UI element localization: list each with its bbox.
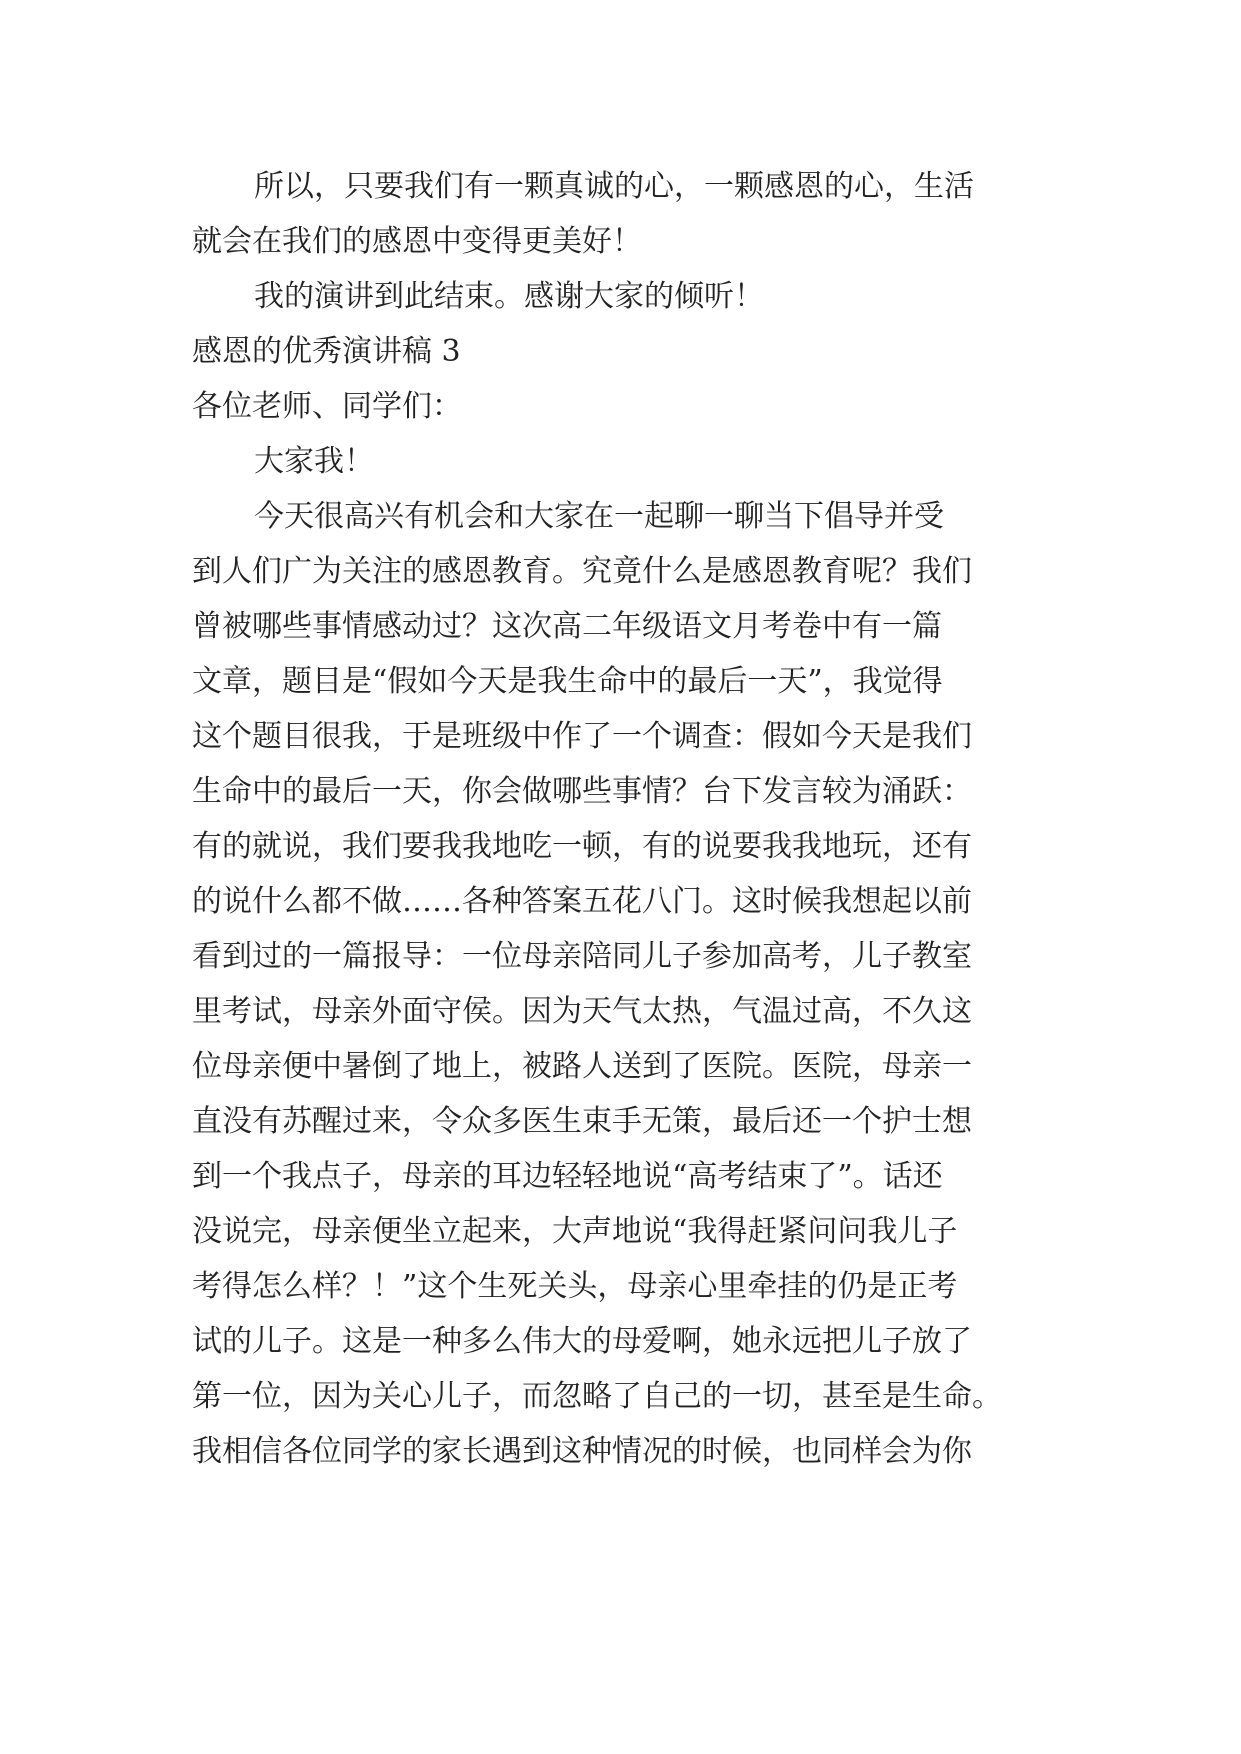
- section-heading: 感恩的优秀演讲稿 3: [192, 334, 461, 369]
- paragraph-line: 文章，题目是“假如今天是我生命中的最后一天”，我觉得: [192, 664, 943, 699]
- paragraph-line: 有的就说，我们要我我地吃一顿，有的说要我我地玩，还有: [192, 829, 972, 864]
- paragraph-line: 到一个我点子，母亲的耳边轻轻地说“高考结束了”。话还: [192, 1159, 943, 1194]
- paragraph-line: 没说完，母亲便坐立起来，大声地说“我得赶紧问问我儿子: [192, 1214, 958, 1249]
- paragraph-line: 生命中的最后一天，你会做哪些事情？台下发言较为涌跃：: [192, 774, 972, 809]
- greeting-line: 大家我！: [254, 444, 374, 479]
- paragraph-line: 考得怎么样？！”这个生死关头，母亲心里牵挂的仍是正考: [192, 1269, 958, 1304]
- paragraph-line: 到人们广为关注的感恩教育。究竟什么是感恩教育呢？我们: [192, 554, 972, 589]
- paragraph-line: 的说什么都不做……各种答案五花八门。这时候我想起以前: [192, 884, 972, 919]
- paragraph-line: 曾被哪些事情感动过？这次高二年级语文月考卷中有一篇: [192, 609, 942, 644]
- paragraph-line: 今天很高兴有机会和大家在一起聊一聊当下倡导并受: [254, 499, 944, 534]
- paragraph-line: 就会在我们的感恩中变得更美好！: [192, 224, 642, 259]
- paragraph-line: 位母亲便中暑倒了地上，被路人送到了医院。医院，母亲一: [192, 1049, 972, 1084]
- paragraph-line: 看到过的一篇报导：一位母亲陪同儿子参加高考，儿子教室: [192, 939, 972, 974]
- salutation-line: 各位老师、同学们：: [192, 389, 462, 424]
- paragraph-line: 第一位，因为关心儿子，而忽略了自己的一切，甚至是生命。: [192, 1379, 1002, 1414]
- paragraph-line: 我的演讲到此结束。感谢大家的倾听！: [254, 279, 764, 314]
- paragraph-line: 所以，只要我们有一颗真诚的心，一颗感恩的心，生活: [254, 169, 974, 204]
- paragraph-line: 直没有苏醒过来，令众多医生束手无策，最后还一个护士想: [192, 1104, 972, 1139]
- paragraph-line: 这个题目很我，于是班级中作了一个调查：假如今天是我们: [192, 719, 972, 754]
- paragraph-line: 试的儿子。这是一种多么伟大的母爱啊，她永远把儿子放了: [192, 1324, 972, 1359]
- paragraph-line: 里考试，母亲外面守侯。因为天气太热，气温过高，不久这: [192, 994, 972, 1029]
- paragraph-line: 我相信各位同学的家长遇到这种情况的时候，也同样会为你: [192, 1434, 972, 1469]
